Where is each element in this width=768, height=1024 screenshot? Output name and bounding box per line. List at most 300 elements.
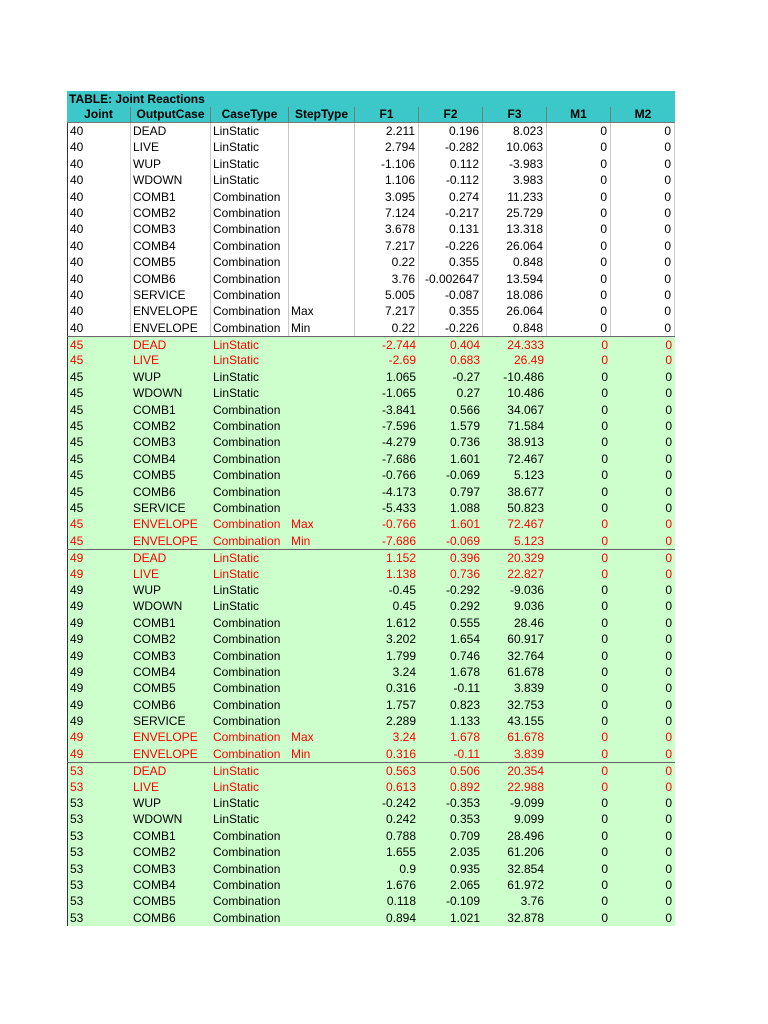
cell-m1[interactable]: 0 <box>547 287 611 303</box>
cell-joint[interactable]: 53 <box>67 811 131 827</box>
cell-f1[interactable]: 1.655 <box>385 845 416 860</box>
cell-joint[interactable]: 40 <box>67 156 131 172</box>
cell-outputcase[interactable]: COMB3 <box>131 221 211 237</box>
cell-f2[interactable]: 1.133 <box>449 714 480 729</box>
cell-m2[interactable]: 0 <box>665 664 672 679</box>
cell-casetype[interactable]: LinStatic <box>213 599 260 614</box>
cell-f2[interactable]: 0.746 <box>449 648 480 663</box>
cell-casetype[interactable]: Combination <box>213 435 281 450</box>
cell-steptype[interactable] <box>289 631 355 647</box>
cell-f1[interactable]: -7.596 <box>381 419 416 434</box>
cell-joint[interactable]: 49 <box>67 746 131 762</box>
cell-outputcase[interactable]: SERVICE <box>133 714 186 729</box>
cell-f3[interactable]: 26.064 <box>483 303 547 319</box>
cell-f3[interactable]: 71.584 <box>507 419 544 434</box>
cell-joint[interactable]: 40 <box>67 221 131 237</box>
cell-f1[interactable]: 0.9 <box>399 861 416 876</box>
cell-m1[interactable]: 0 <box>601 615 608 630</box>
cell-f3[interactable]: 24.333 <box>507 338 544 353</box>
cell-casetype[interactable]: Combination <box>213 861 281 876</box>
table-row[interactable] <box>67 320 675 336</box>
cell-f3[interactable]: -9.036 <box>509 582 544 597</box>
cell-outputcase[interactable]: COMB6 <box>133 484 176 499</box>
cell-casetype[interactable]: Combination <box>211 254 289 270</box>
cell-m1[interactable]: 0 <box>601 402 608 417</box>
table-row[interactable] <box>67 516 675 532</box>
cell-f2[interactable]: 0.506 <box>449 764 480 779</box>
cell-joint[interactable]: 40 <box>67 303 131 319</box>
cell-outputcase[interactable]: WUP <box>131 156 211 172</box>
table-row[interactable] <box>67 877 675 893</box>
cell-f2[interactable]: 1.579 <box>449 419 480 434</box>
table-row[interactable] <box>67 434 675 450</box>
cell-joint[interactable]: 53 <box>67 828 131 844</box>
cell-joint[interactable]: 45 <box>67 352 131 368</box>
cell-m2[interactable]: 0 <box>665 828 672 843</box>
table-row[interactable] <box>67 500 675 516</box>
table-row[interactable] <box>67 189 675 205</box>
cell-m2[interactable]: 0 <box>665 435 672 450</box>
cell-casetype[interactable]: LinStatic <box>211 156 289 172</box>
cell-m2[interactable]: 0 <box>665 730 672 745</box>
cell-joint[interactable]: 45 <box>67 434 131 450</box>
cell-outputcase[interactable]: COMB1 <box>133 615 176 630</box>
cell-casetype[interactable]: Combination <box>213 681 281 696</box>
cell-m2[interactable]: 0 <box>665 369 672 384</box>
cell-f3[interactable]: 5.123 <box>513 468 544 483</box>
cell-m1[interactable]: 0 <box>547 139 611 155</box>
cell-f1[interactable]: 3.24 <box>392 730 416 745</box>
cell-f3[interactable]: 72.467 <box>507 517 544 532</box>
cell-steptype[interactable] <box>289 156 355 172</box>
cell-m2[interactable]: 0 <box>611 320 675 336</box>
cell-f1[interactable]: 3.095 <box>355 189 419 205</box>
cell-f1[interactable]: -2.69 <box>388 353 416 368</box>
cell-f1[interactable]: 0.788 <box>385 828 416 843</box>
cell-casetype[interactable]: Combination <box>213 828 281 843</box>
cell-steptype[interactable] <box>289 271 355 287</box>
table-row[interactable] <box>67 615 675 631</box>
table-row[interactable] <box>67 369 675 385</box>
cell-steptype[interactable]: Max <box>291 517 314 532</box>
cell-m2[interactable]: 0 <box>611 189 675 205</box>
cell-m1[interactable]: 0 <box>547 205 611 221</box>
cell-f2[interactable]: 0.274 <box>419 189 483 205</box>
cell-m2[interactable]: 0 <box>665 697 672 712</box>
table-row[interactable] <box>67 254 675 270</box>
cell-m2[interactable]: 0 <box>665 402 672 417</box>
cell-steptype[interactable] <box>289 500 355 516</box>
cell-f1[interactable]: 0.894 <box>385 910 416 925</box>
cell-outputcase[interactable]: LIVE <box>133 566 160 581</box>
cell-f1[interactable]: 7.124 <box>355 205 419 221</box>
cell-m2[interactable]: 0 <box>665 566 672 581</box>
cell-joint[interactable]: 45 <box>67 467 131 483</box>
cell-f1[interactable]: 1.676 <box>385 877 416 892</box>
cell-steptype[interactable] <box>289 664 355 680</box>
cell-steptype[interactable] <box>289 402 355 418</box>
cell-m1[interactable]: 0 <box>601 746 608 761</box>
cell-m2[interactable]: 0 <box>665 764 672 779</box>
cell-outputcase[interactable]: COMB2 <box>133 632 176 647</box>
table-row[interactable] <box>67 402 675 418</box>
cell-outputcase[interactable]: COMB4 <box>133 877 176 892</box>
col-header-f1[interactable]: F1 <box>355 107 419 122</box>
cell-f2[interactable]: 0.404 <box>449 338 480 353</box>
cell-joint[interactable]: 49 <box>67 680 131 696</box>
cell-m1[interactable]: 0 <box>601 451 608 466</box>
cell-outputcase[interactable]: COMB5 <box>133 681 176 696</box>
cell-m2[interactable]: 0 <box>665 517 672 532</box>
cell-f3[interactable]: -9.099 <box>509 796 544 811</box>
cell-f2[interactable]: 0.709 <box>449 828 480 843</box>
cell-m2[interactable]: 0 <box>665 812 672 827</box>
table-row[interactable] <box>67 582 675 598</box>
cell-f1[interactable]: -0.766 <box>381 468 416 483</box>
table-row[interactable] <box>67 385 675 401</box>
cell-outputcase[interactable]: ENVELOPE <box>133 533 198 548</box>
cell-joint[interactable]: 49 <box>67 566 131 582</box>
cell-outputcase[interactable]: ENVELOPE <box>131 320 211 336</box>
cell-joint[interactable]: 45 <box>67 533 131 549</box>
cell-f2[interactable]: -0.002647 <box>419 271 483 287</box>
table-row[interactable] <box>67 352 675 368</box>
cell-f3[interactable]: 13.318 <box>483 221 547 237</box>
cell-steptype[interactable] <box>289 648 355 664</box>
cell-m2[interactable]: 0 <box>665 338 672 353</box>
cell-m2[interactable]: 0 <box>611 123 675 139</box>
cell-f3[interactable]: 10.063 <box>483 139 547 155</box>
cell-m1[interactable]: 0 <box>601 353 608 368</box>
table-row[interactable] <box>67 664 675 680</box>
cell-m2[interactable]: 0 <box>611 172 675 188</box>
cell-f1[interactable]: 1.152 <box>385 551 416 566</box>
cell-m1[interactable]: 0 <box>547 238 611 254</box>
cell-steptype[interactable] <box>289 385 355 401</box>
cell-m2[interactable]: 0 <box>611 238 675 254</box>
cell-f2[interactable]: -0.069 <box>445 468 480 483</box>
cell-f2[interactable]: 0.566 <box>449 402 480 417</box>
cell-m1[interactable]: 0 <box>547 271 611 287</box>
table-row[interactable] <box>67 271 675 287</box>
cell-f1[interactable]: -3.841 <box>381 402 416 417</box>
cell-f3[interactable]: 8.023 <box>483 123 547 139</box>
cell-f1[interactable]: 1.138 <box>385 566 416 581</box>
cell-f1[interactable]: -0.766 <box>381 517 416 532</box>
cell-m1[interactable]: 0 <box>601 648 608 663</box>
cell-casetype[interactable]: Combination <box>213 894 281 909</box>
cell-f3[interactable]: 5.123 <box>513 533 544 548</box>
cell-casetype[interactable]: Combination <box>211 271 289 287</box>
cell-joint[interactable]: 45 <box>67 337 131 352</box>
cell-f3[interactable]: 72.467 <box>507 451 544 466</box>
cell-steptype[interactable] <box>289 763 355 778</box>
cell-casetype[interactable]: Combination <box>213 517 281 532</box>
cell-f3[interactable]: 11.233 <box>483 189 547 205</box>
cell-m1[interactable]: 0 <box>601 533 608 548</box>
table-row[interactable] <box>67 566 675 582</box>
table-row[interactable] <box>67 287 675 303</box>
cell-f2[interactable]: 0.131 <box>419 221 483 237</box>
cell-joint[interactable]: 49 <box>67 598 131 614</box>
cell-outputcase[interactable]: ENVELOPE <box>133 730 198 745</box>
cell-f1[interactable]: -7.686 <box>381 451 416 466</box>
table-row[interactable] <box>67 729 675 745</box>
cell-m2[interactable]: 0 <box>665 484 672 499</box>
cell-f3[interactable]: 9.099 <box>513 812 544 827</box>
cell-casetype[interactable]: Combination <box>211 189 289 205</box>
cell-outputcase[interactable]: COMB1 <box>133 402 176 417</box>
col-header-casetype[interactable]: CaseType <box>211 107 289 122</box>
cell-m1[interactable]: 0 <box>601 894 608 909</box>
cell-f3[interactable]: 18.086 <box>483 287 547 303</box>
cell-f2[interactable]: 0.892 <box>449 779 480 794</box>
cell-f1[interactable]: 0.22 <box>355 254 419 270</box>
cell-casetype[interactable]: Combination <box>213 451 281 466</box>
table-row[interactable] <box>67 598 675 614</box>
cell-outputcase[interactable]: COMB4 <box>133 664 176 679</box>
cell-m2[interactable]: 0 <box>665 681 672 696</box>
cell-casetype[interactable]: LinStatic <box>213 386 260 401</box>
cell-casetype[interactable]: Combination <box>213 533 281 548</box>
cell-f3[interactable]: 32.764 <box>507 648 544 663</box>
cell-joint[interactable]: 49 <box>67 615 131 631</box>
cell-m1[interactable]: 0 <box>601 812 608 827</box>
cell-steptype[interactable] <box>289 811 355 827</box>
cell-steptype[interactable] <box>289 205 355 221</box>
cell-f2[interactable]: 1.601 <box>449 517 480 532</box>
cell-m1[interactable]: 0 <box>547 303 611 319</box>
cell-casetype[interactable]: LinStatic <box>213 582 260 597</box>
cell-outputcase[interactable]: DEAD <box>133 764 167 779</box>
cell-f1[interactable]: 5.005 <box>355 287 419 303</box>
table-row[interactable] <box>67 697 675 713</box>
cell-f3[interactable]: 0.848 <box>483 320 547 336</box>
cell-joint[interactable]: 49 <box>67 729 131 745</box>
cell-f3[interactable]: 26.49 <box>513 353 544 368</box>
cell-f2[interactable]: 0.736 <box>449 566 480 581</box>
cell-f1[interactable]: -0.45 <box>388 582 416 597</box>
table-row[interactable] <box>67 861 675 877</box>
cell-outputcase[interactable]: COMB2 <box>131 205 211 221</box>
cell-m1[interactable]: 0 <box>547 172 611 188</box>
cell-f3[interactable]: 61.678 <box>507 730 544 745</box>
cell-f1[interactable]: 1.065 <box>385 369 416 384</box>
cell-f3[interactable]: 22.827 <box>507 566 544 581</box>
cell-casetype[interactable]: Combination <box>213 648 281 663</box>
table-row[interactable] <box>67 631 675 647</box>
cell-f3[interactable]: 32.878 <box>507 910 544 925</box>
cell-casetype[interactable]: Combination <box>213 500 281 515</box>
cell-joint[interactable]: 49 <box>67 648 131 664</box>
cell-f3[interactable]: 3.839 <box>513 746 544 761</box>
cell-joint[interactable]: 40 <box>67 123 131 139</box>
cell-joint[interactable]: 49 <box>67 664 131 680</box>
cell-m1[interactable]: 0 <box>601 517 608 532</box>
cell-outputcase[interactable]: COMB2 <box>133 845 176 860</box>
cell-casetype[interactable]: Combination <box>211 221 289 237</box>
cell-f2[interactable]: -0.353 <box>445 796 480 811</box>
table-row[interactable] <box>67 713 675 729</box>
table-row[interactable] <box>67 779 675 795</box>
cell-f2[interactable]: -0.11 <box>453 746 480 761</box>
cell-steptype[interactable] <box>289 467 355 483</box>
cell-casetype[interactable]: Combination <box>213 402 281 417</box>
cell-f1[interactable]: 0.316 <box>385 681 416 696</box>
cell-f1[interactable]: 0.613 <box>385 779 416 794</box>
col-header-outputcase[interactable]: OutputCase <box>131 107 211 122</box>
cell-casetype[interactable]: Combination <box>213 484 281 499</box>
col-header-steptype[interactable]: StepType <box>289 107 355 122</box>
cell-m2[interactable]: 0 <box>665 615 672 630</box>
cell-steptype[interactable] <box>289 779 355 795</box>
cell-casetype[interactable]: Combination <box>213 664 281 679</box>
cell-casetype[interactable]: Combination <box>213 714 281 729</box>
table-row[interactable] <box>67 549 675 565</box>
cell-f2[interactable]: -0.11 <box>453 681 480 696</box>
cell-f1[interactable]: 0.22 <box>355 320 419 336</box>
cell-outputcase[interactable]: COMB1 <box>131 189 211 205</box>
table-row[interactable] <box>67 648 675 664</box>
cell-joint[interactable]: 49 <box>67 582 131 598</box>
cell-f2[interactable]: -0.217 <box>419 205 483 221</box>
cell-steptype[interactable]: Max <box>289 303 355 319</box>
cell-steptype[interactable] <box>289 254 355 270</box>
cell-f2[interactable]: -0.292 <box>445 582 480 597</box>
cell-casetype[interactable]: Combination <box>213 419 281 434</box>
cell-casetype[interactable]: Combination <box>213 615 281 630</box>
cell-outputcase[interactable]: WDOWN <box>131 172 211 188</box>
cell-f1[interactable]: 2.794 <box>355 139 419 155</box>
cell-m2[interactable]: 0 <box>665 533 672 548</box>
col-header-m2[interactable]: M2 <box>634 107 652 121</box>
cell-joint[interactable]: 45 <box>67 484 131 500</box>
cell-casetype[interactable]: Combination <box>213 468 281 483</box>
cell-joint[interactable]: 45 <box>67 402 131 418</box>
cell-m1[interactable]: 0 <box>601 468 608 483</box>
cell-f1[interactable]: -2.744 <box>381 338 416 353</box>
table-row[interactable] <box>67 484 675 500</box>
cell-m2[interactable]: 0 <box>665 910 672 925</box>
cell-outputcase[interactable]: COMB2 <box>133 419 176 434</box>
cell-steptype[interactable] <box>289 598 355 614</box>
cell-m2[interactable]: 0 <box>665 599 672 614</box>
cell-m1[interactable]: 0 <box>547 189 611 205</box>
table-row[interactable] <box>67 238 675 254</box>
cell-m1[interactable]: 0 <box>601 796 608 811</box>
cell-outputcase[interactable]: COMB6 <box>133 910 176 925</box>
cell-casetype[interactable]: LinStatic <box>213 338 260 353</box>
cell-outputcase[interactable]: COMB6 <box>133 697 176 712</box>
cell-joint[interactable]: 45 <box>67 500 131 516</box>
table-row[interactable] <box>67 172 675 188</box>
cell-m2[interactable]: 0 <box>665 582 672 597</box>
table-row[interactable] <box>67 451 675 467</box>
cell-m1[interactable]: 0 <box>601 697 608 712</box>
cell-f1[interactable]: 2.211 <box>355 123 419 139</box>
cell-f2[interactable]: 0.27 <box>456 386 480 401</box>
cell-m2[interactable]: 0 <box>665 877 672 892</box>
cell-m2[interactable]: 0 <box>665 551 672 566</box>
cell-f2[interactable]: -0.282 <box>419 139 483 155</box>
cell-f3[interactable]: 3.76 <box>520 894 544 909</box>
table-row[interactable] <box>67 762 675 778</box>
cell-f2[interactable]: 0.797 <box>449 484 480 499</box>
cell-steptype[interactable]: Min <box>289 320 355 336</box>
cell-outputcase[interactable]: LIVE <box>133 353 160 368</box>
cell-steptype[interactable] <box>289 910 355 926</box>
cell-steptype[interactable] <box>289 352 355 368</box>
cell-outputcase[interactable]: ENVELOPE <box>131 303 211 319</box>
cell-f1[interactable]: 0.563 <box>385 764 416 779</box>
cell-f3[interactable]: 60.917 <box>507 632 544 647</box>
table-row[interactable] <box>67 303 675 319</box>
cell-joint[interactable]: 53 <box>67 861 131 877</box>
cell-steptype[interactable] <box>289 484 355 500</box>
cell-m2[interactable]: 0 <box>611 221 675 237</box>
cell-outputcase[interactable]: DEAD <box>131 123 211 139</box>
cell-m1[interactable]: 0 <box>601 730 608 745</box>
cell-f2[interactable]: -0.087 <box>419 287 483 303</box>
table-row[interactable] <box>67 467 675 483</box>
cell-m2[interactable]: 0 <box>665 500 672 515</box>
cell-f3[interactable]: 20.354 <box>507 764 544 779</box>
cell-f1[interactable]: -5.433 <box>381 500 416 515</box>
cell-f1[interactable]: 1.612 <box>385 615 416 630</box>
cell-f3[interactable]: 22.988 <box>507 779 544 794</box>
cell-f1[interactable]: 7.217 <box>355 303 419 319</box>
cell-f3[interactable]: 28.496 <box>507 828 544 843</box>
cell-joint[interactable]: 53 <box>67 763 131 778</box>
cell-casetype[interactable]: LinStatic <box>213 353 260 368</box>
cell-m2[interactable]: 0 <box>665 648 672 663</box>
cell-m1[interactable]: 0 <box>601 877 608 892</box>
cell-f2[interactable]: 0.112 <box>419 156 483 172</box>
cell-outputcase[interactable]: COMB1 <box>133 828 176 843</box>
cell-f1[interactable]: 0.118 <box>386 894 416 909</box>
cell-m1[interactable]: 0 <box>601 369 608 384</box>
cell-m1[interactable]: 0 <box>601 764 608 779</box>
cell-m2[interactable]: 0 <box>611 254 675 270</box>
cell-m2[interactable]: 0 <box>665 894 672 909</box>
cell-m1[interactable]: 0 <box>601 599 608 614</box>
cell-f3[interactable]: 32.854 <box>507 861 544 876</box>
cell-f1[interactable]: 2.289 <box>385 714 416 729</box>
table-row[interactable] <box>67 910 675 926</box>
cell-joint[interactable]: 45 <box>67 385 131 401</box>
cell-outputcase[interactable]: WUP <box>133 369 161 384</box>
cell-steptype[interactable] <box>289 123 355 139</box>
table-row[interactable] <box>67 795 675 811</box>
table-row[interactable] <box>67 811 675 827</box>
cell-f2[interactable]: 1.654 <box>449 632 480 647</box>
cell-joint[interactable]: 53 <box>67 893 131 909</box>
cell-m1[interactable]: 0 <box>601 435 608 450</box>
cell-casetype[interactable]: Combination <box>213 845 281 860</box>
cell-steptype[interactable] <box>289 680 355 696</box>
cell-f2[interactable]: 2.065 <box>449 877 480 892</box>
cell-steptype[interactable] <box>289 189 355 205</box>
cell-outputcase[interactable]: WDOWN <box>133 386 183 401</box>
cell-joint[interactable]: 45 <box>67 451 131 467</box>
cell-m1[interactable]: 0 <box>601 551 608 566</box>
cell-steptype[interactable] <box>289 172 355 188</box>
cell-outputcase[interactable]: COMB5 <box>133 468 176 483</box>
cell-f2[interactable]: 0.935 <box>449 861 480 876</box>
cell-outputcase[interactable]: WUP <box>133 582 161 597</box>
cell-casetype[interactable]: Combination <box>211 287 289 303</box>
cell-steptype[interactable] <box>289 337 355 352</box>
